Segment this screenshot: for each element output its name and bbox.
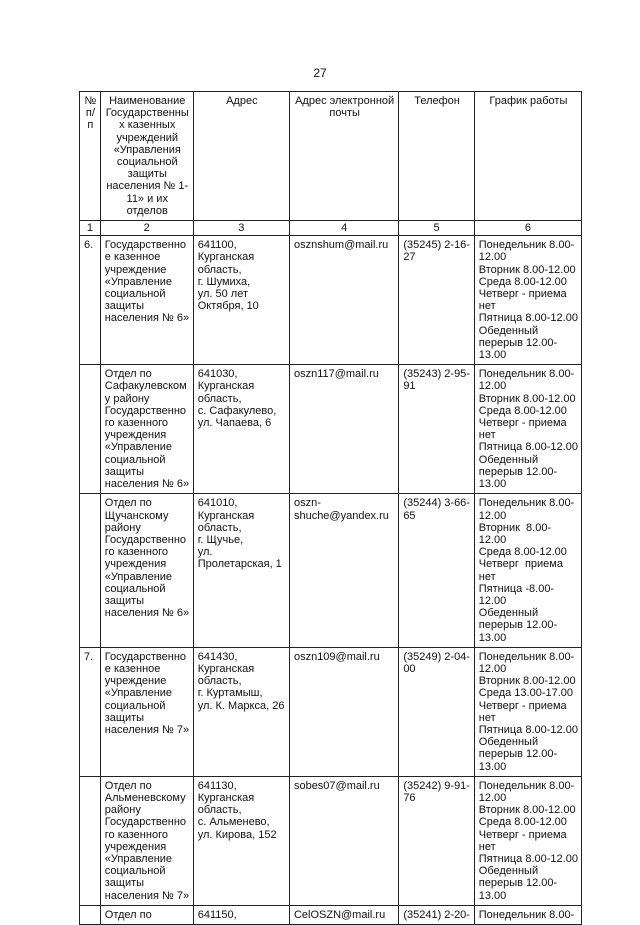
email-address: osznshum@mail.ru (289, 236, 398, 365)
address-line: ул. К. Маркса, 26 (197, 699, 285, 712)
work-schedule-line: Пятница 8.00-12.00 (478, 312, 578, 325)
work-schedule-line: Среда 8.00-12.00 (478, 275, 567, 288)
header-address: Адрес (193, 92, 289, 221)
table-row (80, 905, 582, 924)
work-schedule (474, 365, 581, 494)
table-row (80, 494, 582, 647)
work-schedule-line: Понедельник 8.00-12.00 (478, 650, 575, 675)
address-line: г. Шумиха, (197, 275, 251, 288)
column-number: 4 (289, 221, 398, 236)
work-schedule-line: Обеденный перерыв 12.00-13.00 (478, 865, 558, 902)
address (193, 236, 289, 365)
institution-name: Отдел по (100, 905, 193, 924)
table-row (80, 776, 582, 905)
address-line: 641130, (197, 779, 237, 792)
work-schedule (474, 236, 581, 365)
address-line: г. Щучье, (197, 533, 244, 546)
work-schedule-line: Пятница 8.00-12.00 (478, 723, 578, 736)
work-schedule-line: Вторник 8.00-12.00 (478, 521, 552, 546)
phone-number: (35249) 2-04-00 (399, 647, 474, 776)
work-schedule-line: Пятница -8.00-12.00 (478, 582, 555, 607)
address-line: ул. Чапаева, 6 (197, 417, 272, 430)
work-schedule-line: Обеденный перерыв 12.00-13.00 (478, 324, 558, 362)
work-schedule-line: Пятница 8.00-12.00 (478, 852, 578, 865)
address-line: Курганская область, (197, 662, 258, 688)
address-line: Курганская область, (197, 251, 258, 276)
work-schedule-line: Понедельник 8.00-12.00 (478, 239, 575, 264)
column-number-row (80, 221, 582, 236)
phone-number: (35241) 2-20- (399, 905, 474, 924)
page-number: 27 (313, 66, 327, 80)
row-number (80, 494, 101, 647)
work-schedule-line: Среда 13.00-17.00 (478, 687, 574, 700)
institution-name: Отдел по Сафакулевскому району Государственного казенного учреждения «Управление социальной защиты населения № 6» (100, 365, 193, 494)
phone-number: (35242) 9-91-76 (399, 776, 474, 905)
institution-name: Отдел по Щучанскому району Государственного казенного учреждения «Управление социальной защиты населения № 6» (100, 494, 193, 647)
work-schedule (474, 647, 581, 776)
address-line: Курганская область, (197, 509, 258, 534)
row-number (80, 365, 101, 494)
table-header-row (80, 92, 582, 221)
work-schedule-line: Понедельник 8.00-12.00 (478, 779, 575, 804)
address-line: ул. Кирова, 152 (197, 828, 277, 841)
address-line: 641430, (197, 650, 238, 663)
address (193, 776, 289, 905)
email-address: oszn109@mail.ru (289, 647, 398, 776)
address-line: ул. 50 лет Октября, 10 (197, 288, 259, 313)
work-schedule-line: Среда 8.00-12.00 (478, 546, 567, 559)
address-line: Курганская область, (197, 380, 258, 405)
work-schedule (474, 776, 581, 905)
work-schedule-line: Обеденный перерыв 12.00-13.00 (478, 453, 558, 491)
email-address: sobes07@mail.ru (289, 776, 398, 905)
work-schedule-line: Среда 8.00-12.00 (478, 816, 567, 829)
institution-name: Государственное казенное учреждение «Управление социальной защиты населения № 7» (100, 647, 193, 776)
address-line: 641100, (197, 239, 237, 252)
work-schedule-line: Понедельник 8.00- (478, 908, 575, 921)
address-line: 641010, (197, 497, 238, 510)
work-schedule-line: Четверг - приема нет (478, 699, 570, 724)
phone-number: (35245) 2-16-27 (399, 236, 474, 365)
address-line: 641150, (197, 908, 237, 921)
address (193, 905, 289, 924)
work-schedule-line: Вторник 8.00-12.00 (478, 804, 576, 817)
address-line: г. Куртамыш, (197, 687, 263, 700)
column-number: 1 (80, 221, 101, 236)
address (193, 494, 289, 647)
work-schedule-line: Понедельник 8.00-12.00 (478, 497, 575, 522)
work-schedule (474, 494, 581, 647)
column-number: 5 (399, 221, 474, 236)
address-line: 641030, (197, 368, 238, 381)
work-schedule-line: Вторник 8.00-12.00 (478, 675, 576, 688)
header-schedule: График работы (474, 92, 581, 221)
header-name: Наименование Государственных казенных учреждений «Управления социальной защиты населения № 1-11» и их отделов (100, 92, 193, 221)
row-number (80, 776, 101, 905)
table-row (80, 647, 582, 776)
institution-name: Отдел по Альменевскому району Государственного казенного учреждения «Управление социальной защиты населения № 7» (100, 776, 193, 905)
work-schedule-line: Четверг - приема нет (478, 288, 570, 313)
address (193, 365, 289, 494)
table-body (80, 236, 582, 925)
email-address: oszn-shuche@yandex.ru (289, 494, 398, 647)
header-number: № п/п (80, 92, 101, 221)
work-schedule-line: Вторник 8.00-12.00 (478, 263, 576, 276)
header-email: Адрес электронной почты (289, 92, 398, 221)
row-number (80, 905, 101, 924)
address-line: Курганская область, (197, 791, 258, 817)
email-address: oszn117@mail.ru (289, 365, 398, 494)
work-schedule-line: Обеденный перерыв 12.00-13.00 (478, 607, 558, 644)
work-schedule-line: Обеденный перерыв 12.00-13.00 (478, 736, 558, 773)
column-number: 3 (193, 221, 289, 236)
work-schedule-line: Пятница 8.00-12.00 (478, 441, 578, 454)
work-schedule-line: Четверг приема нет (478, 558, 567, 583)
phone-number: (35243) 2-95-91 (399, 365, 474, 494)
institution-name: Государственное казенное учреждение «Управление социальной защиты населения № 6» (100, 236, 193, 365)
address-line: с. Альменево, (197, 816, 270, 829)
address (193, 647, 289, 776)
email-address: CelOSZN@mail.ru (289, 905, 398, 924)
address-line: ул. Пролетарская, 1 (197, 546, 282, 571)
table-row (80, 236, 582, 365)
work-schedule-line: Среда 8.00-12.00 (478, 404, 567, 417)
work-schedule-line: Четверг - приема нет (478, 828, 570, 853)
institutions-table (79, 91, 582, 925)
address-line: с. Сафакулево, (197, 404, 277, 417)
column-number: 6 (474, 221, 581, 236)
work-schedule (474, 905, 581, 924)
header-phone: Телефон (399, 92, 474, 221)
table-row (80, 365, 582, 494)
column-number: 2 (100, 221, 193, 236)
row-number: 7. (80, 647, 101, 776)
work-schedule-line: Понедельник 8.00-12.00 (478, 368, 575, 393)
work-schedule-line: Четверг - приема нет (478, 417, 570, 442)
work-schedule-line: Вторник 8.00-12.00 (478, 392, 576, 405)
phone-number: (35244) 3-66-65 (399, 494, 474, 647)
row-number: 6. (80, 236, 101, 365)
